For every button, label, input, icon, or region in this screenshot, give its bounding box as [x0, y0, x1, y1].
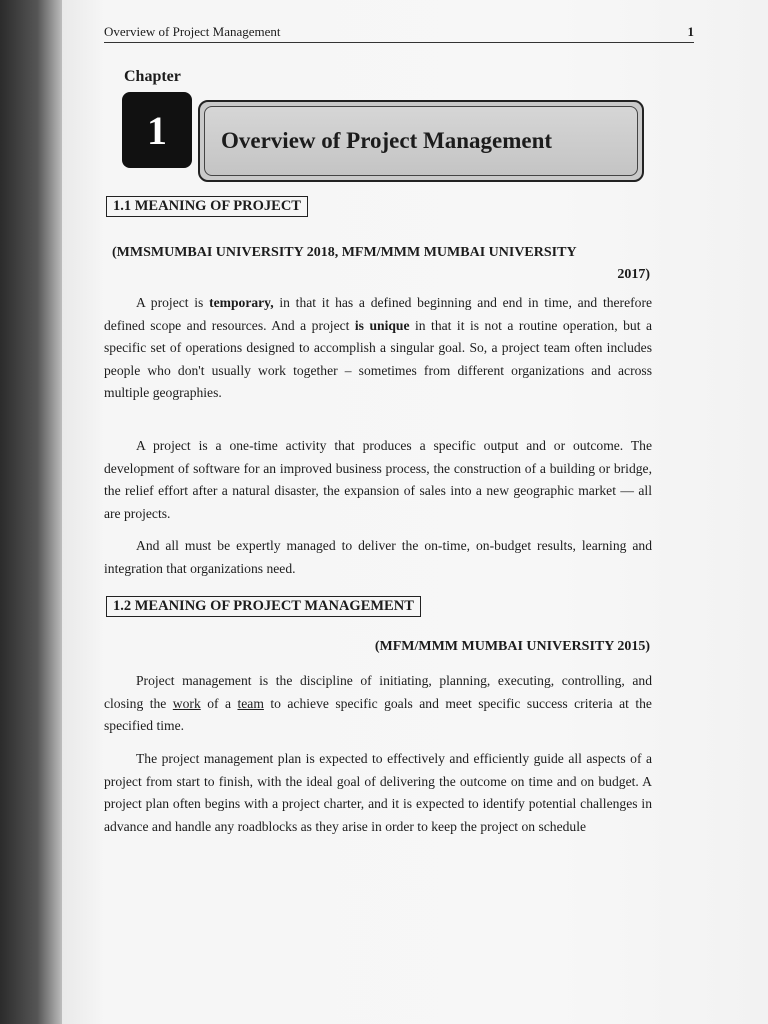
paragraph-text: The project management plan is expected to effectively and efficiently guide all aspects of a project from start to finish, with the ideal goal of delivering the outcome on time and on budget. A project plan often begins with a project charter, and it is expected to identify potential challenges in advance and handle any roadblocks as they arise in order to keep the project on schedule — [104, 751, 652, 834]
running-header-title: Overview of Project Management — [104, 24, 281, 39]
paragraph-pm-definition — [104, 670, 652, 738]
chapter-number-badge — [122, 92, 192, 168]
page-number: 1 — [687, 24, 694, 39]
paragraph-text: A project is a one-time activity that produces a specific output and or outcome. The development of software for an improved business process, the construction of a building or bridge, the relief effort after a natural disaster, the expansion of sales into a new geographic market — all are projects. — [104, 438, 652, 521]
paragraph-text: in that it has a defined beginning and end in time, and therefore defined scope and resources. And a project — [104, 295, 652, 333]
paragraph-text: Project management is the discipline of initiating, planning, executing, controlling, and closing the — [104, 673, 652, 711]
paragraph-project-activity — [104, 435, 652, 525]
section-1-2-source-line: (MFM/MMM MUMBAI UNIVERSITY 2015) — [374, 639, 650, 654]
running-header — [104, 24, 694, 43]
paragraph-text: to achieve specific goals and meet specific success criteria at the specified time. — [104, 695, 652, 733]
paragraph-managed-delivery — [104, 535, 652, 580]
chapter-title: Overview of Project Management — [204, 106, 638, 176]
paragraph-text: of a — [200, 695, 238, 711]
section-1-1-source-line-1: (MMSMUMBAI UNIVERSITY 2018, MFM/MMM MUMBAI UNIVERSITY — [112, 245, 577, 260]
page-binding-shadow — [0, 0, 62, 1024]
book-page — [62, 0, 768, 1024]
chapter-title-banner — [198, 100, 644, 182]
paragraph-text: And all must be expertly managed to deliver the on-time, on-budget results, learning and integration that organizations need. — [104, 538, 652, 576]
paragraph-pm-plan — [104, 748, 652, 838]
underlined-team: team — [237, 695, 264, 711]
section-heading-1-1: 1.1 MEANING OF PROJECT — [106, 196, 308, 217]
paragraph-text: A project is — [136, 295, 210, 310]
section-heading-1-2: 1.2 MEANING OF PROJECT MANAGEMENT — [106, 596, 421, 617]
section-1-1-source-line-2: 2017) — [617, 267, 650, 282]
paragraph-text: in that it is not a routine operation, but a specific set of operations designed to accomplish a singular goal. So, a project team often includes people who don't usually work together – sometimes from different organizations and across multiple geographies. — [104, 317, 652, 400]
emphasis-unique: is unique — [354, 317, 410, 333]
paragraph-project-definition — [104, 292, 652, 405]
emphasis-temporary: temporary, — [209, 295, 274, 310]
chapter-label: Chapter — [124, 68, 181, 85]
underlined-work: work — [172, 695, 201, 711]
chapter-number: 1 — [147, 107, 167, 153]
